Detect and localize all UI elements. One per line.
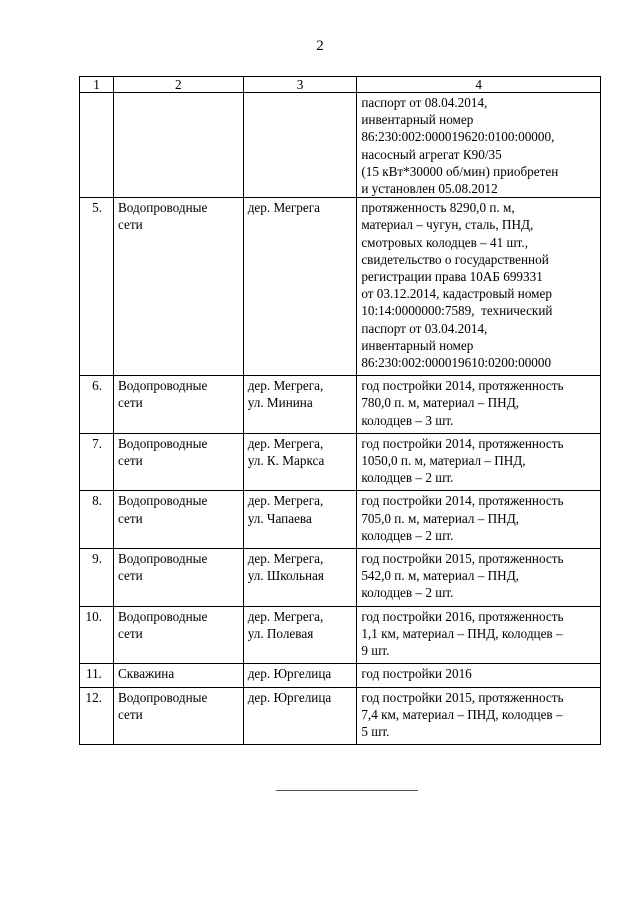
location-cell: дер. Мегрега, ул. К. Маркса bbox=[243, 433, 357, 491]
row-number-cell: 7. bbox=[80, 433, 114, 491]
table-body bbox=[80, 77, 601, 745]
table-row bbox=[80, 433, 601, 491]
row-number-cell: 6. bbox=[80, 376, 114, 434]
description-cell: протяженность 8290,0 п. м, материал – чугун, сталь, ПНД, смотровых колодцев – 41 шт., свидетельство о государственной регистрации права 10АБ 699331 от 03.12.2014, кадастровый номер 10:14:0000000:7589, технический паспорт от 03.04.2014, инвентарный номер 86:230:002:000019610:0200:00000 bbox=[357, 198, 601, 376]
table-header-row bbox=[80, 77, 601, 93]
row-number-cell: 10. bbox=[80, 606, 114, 664]
table-row bbox=[80, 606, 601, 664]
object-name-cell: Скважина bbox=[113, 664, 243, 687]
column-header-3: 3 bbox=[243, 77, 357, 93]
location-cell bbox=[243, 93, 357, 198]
table-row bbox=[80, 549, 601, 607]
row-number-cell: 11. bbox=[80, 664, 114, 687]
location-cell: дер. Мегрега, ул. Полевая bbox=[243, 606, 357, 664]
location-cell: дер. Мегрега, ул. Школьная bbox=[243, 549, 357, 607]
description-cell: год постройки 2015, протяженность 7,4 км, материал – ПНД, колодцев – 5 шт. bbox=[357, 687, 601, 745]
location-cell: дер. Юргелица bbox=[243, 664, 357, 687]
property-table bbox=[79, 76, 601, 745]
table-row bbox=[80, 664, 601, 687]
table-row-continuation bbox=[80, 93, 601, 198]
object-name-cell bbox=[113, 93, 243, 198]
end-of-document-line bbox=[276, 790, 418, 791]
description-cell: год постройки 2014, протяженность 1050,0 п. м, материал – ПНД, колодцев – 2 шт. bbox=[357, 433, 601, 491]
object-name-cell: Водопроводные сети bbox=[113, 549, 243, 607]
column-header-2: 2 bbox=[113, 77, 243, 93]
object-name-cell: Водопроводные сети bbox=[113, 376, 243, 434]
row-number-cell: 5. bbox=[80, 198, 114, 376]
description-cell: год постройки 2016, протяженность 1,1 км, материал – ПНД, колодцев – 9 шт. bbox=[357, 606, 601, 664]
row-number-cell: 12. bbox=[80, 687, 114, 745]
object-name-cell: Водопроводные сети bbox=[113, 198, 243, 376]
column-header-1: 1 bbox=[80, 77, 114, 93]
row-number-cell: 9. bbox=[80, 549, 114, 607]
table-row bbox=[80, 491, 601, 549]
description-cell: паспорт от 08.04.2014, инвентарный номер 86:230:002:000019620:0100:00000, насосный агрегат К90/35 (15 кВт*30000 об/мин) приобретен и установлен 05.08.2012 bbox=[357, 93, 601, 198]
table-row bbox=[80, 376, 601, 434]
object-name-cell: Водопроводные сети bbox=[113, 687, 243, 745]
location-cell: дер. Мегрега, ул. Чапаева bbox=[243, 491, 357, 549]
location-cell: дер. Юргелица bbox=[243, 687, 357, 745]
page-number: 2 bbox=[316, 38, 324, 54]
object-name-cell: Водопроводные сети bbox=[113, 491, 243, 549]
object-name-cell: Водопроводные сети bbox=[113, 433, 243, 491]
description-cell: год постройки 2015, протяженность 542,0 п. м, материал – ПНД, колодцев – 2 шт. bbox=[357, 549, 601, 607]
table-row bbox=[80, 687, 601, 745]
description-cell: год постройки 2016 bbox=[357, 664, 601, 687]
row-number-cell: 8. bbox=[80, 491, 114, 549]
location-cell: дер. Мегрега bbox=[243, 198, 357, 376]
description-cell: год постройки 2014, протяженность 780,0 п. м, материал – ПНД, колодцев – 3 шт. bbox=[357, 376, 601, 434]
object-name-cell: Водопроводные сети bbox=[113, 606, 243, 664]
column-header-4: 4 bbox=[357, 77, 601, 93]
table-row bbox=[80, 198, 601, 376]
location-cell: дер. Мегрега, ул. Минина bbox=[243, 376, 357, 434]
row-number-cell bbox=[80, 93, 114, 198]
description-cell: год постройки 2014, протяженность 705,0 п. м, материал – ПНД, колодцев – 2 шт. bbox=[357, 491, 601, 549]
